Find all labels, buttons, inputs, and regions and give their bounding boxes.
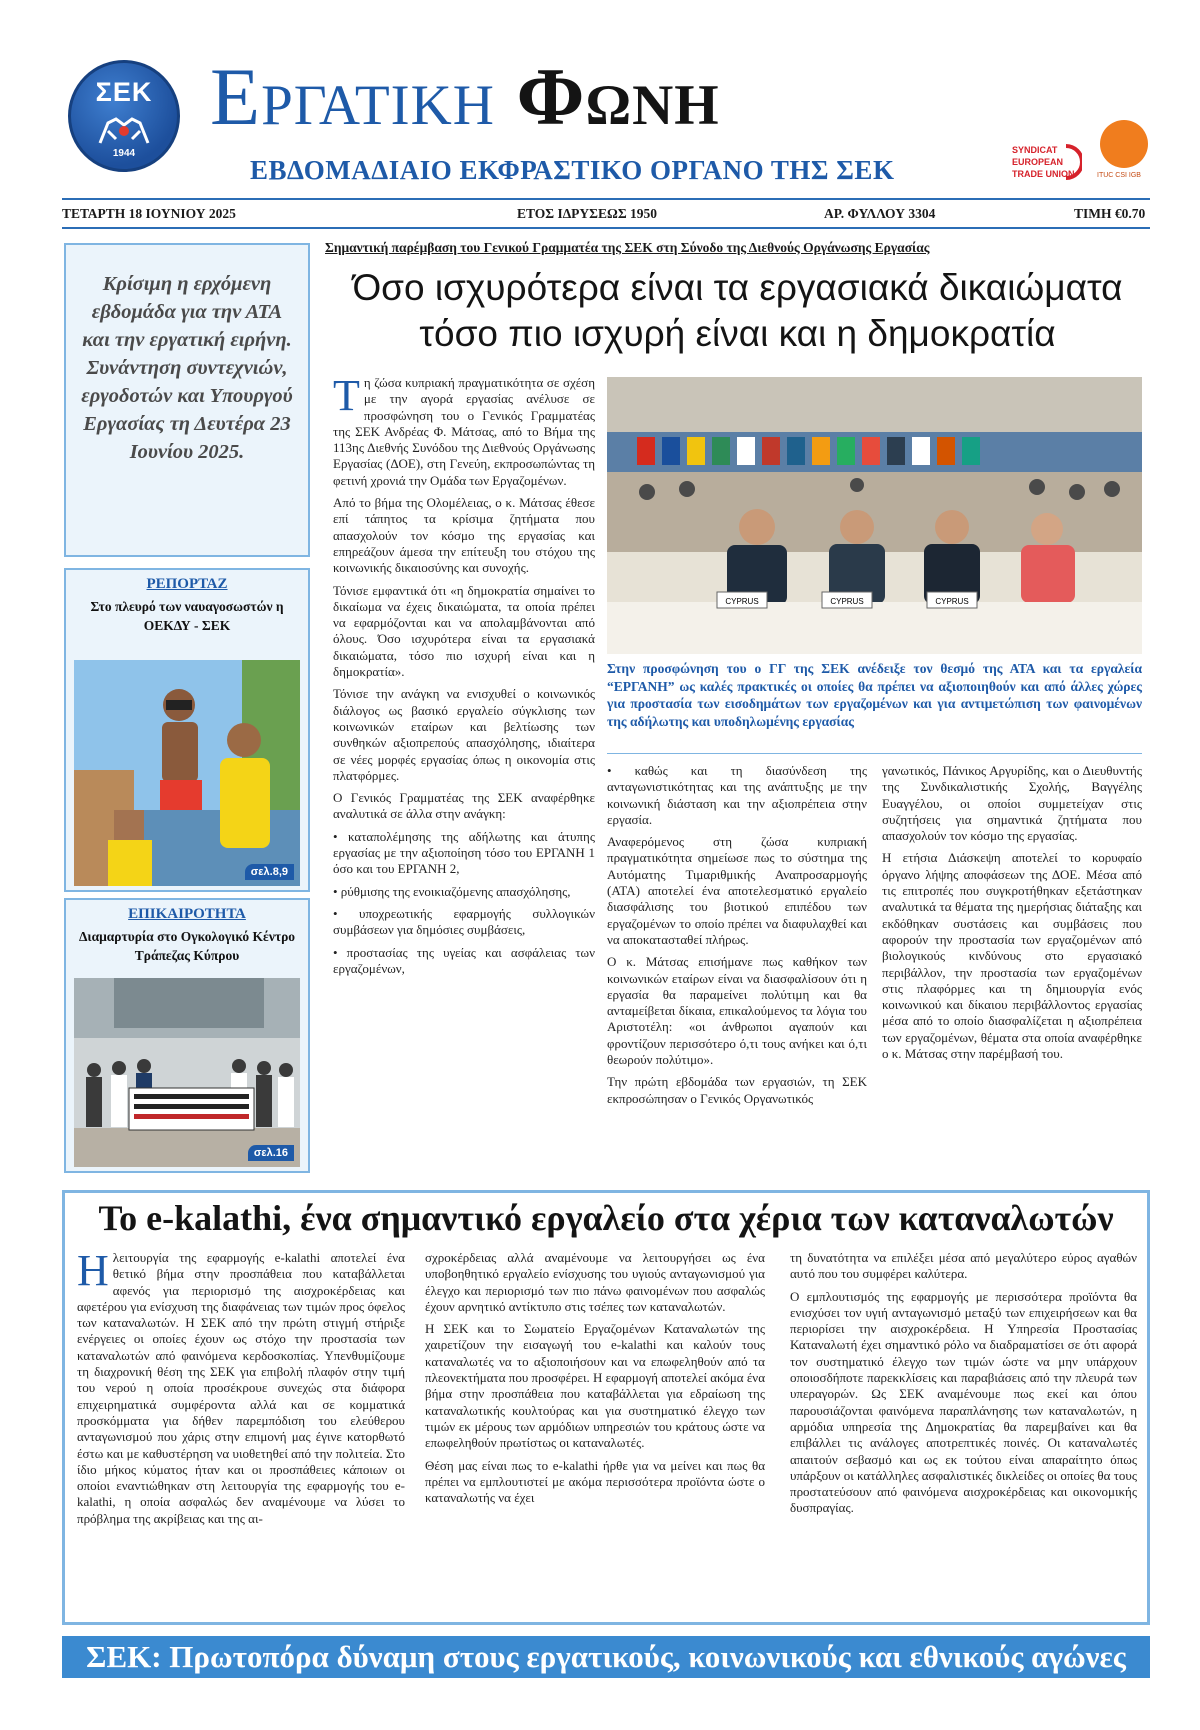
paragraph: λειτουργία της εφαρμογής e-kalathi αποτελεί ένα θετικό βήμα στην προσπάθεια που καταβάλλεται αφενός για περιορισμό της αισχροκέρδειας και αφετέρου για ενίσχυση της διαφάνειας των τιμών προς όφελος των καταναλωτών. Η ΣΕΚ από την πρώτη στιγμή στήριξε ενέργειες οι οποίες έχουν ως στόχο την προστασία των καταναλωτών από φαινόμενα κερδοσκοπίας. Υπενθυμίζουμε τη διαχρονική θέση της ΣΕΚ για επιβολή πλαφόν στην τιμή του νερού η οποία προσέκρουε συνεχώς στα διάφορα επιχειρηματικά συμφέροντα αλλά και σε κομματικά προσκόμματα για δήθεν παρεμπόδιση του ελεύθερου ανταγωνισμού που χάρις στην επιμονή μας έγινε κατορθωτό έστω και με καθυστέρηση να υιοθετηθεί από την πολιτεία. Στο ίδιο μήκος κύματος ήταν και οι προσπάθειες κάποιων οι οποίοι εναντιώθηκαν στη λειτουργία της εφαρμογής του e-kalathi, η οποία ασφαλώς δεν αναμένουμε να λύσει το πρόβλημα της ακρίβειας και της αι-: [77, 1250, 405, 1526]
bullet-item: • προστασίας της υγείας και ασφάλειας των εργαζομένων,: [333, 944, 595, 976]
issue-price: ΤΙΜΗ €0.70: [1074, 206, 1146, 221]
current-page-ref: σελ.16: [248, 1145, 294, 1161]
bottom-article-col-1: [77, 1250, 405, 1618]
paragraph: Την πρώτη εβδομάδα των εργασιών, τη ΣΕΚ εκπροσώπησαν ο Γενικός Οργανωτικός: [607, 1074, 867, 1106]
report-page-ref: σελ.8,9: [245, 864, 294, 880]
photo-caption: Στην προσφώνηση του ο ΓΓ της ΣΕΚ ανέδειξε τον θεσμό της ΑΤΑ και τα εργαλεία “ΕΡΓΑΝΗ” ως καλές πρακτικές οι οποίες θα πρέπει να αξιοποιηθούν και από άλλες χώρες για προστασία των εισοδημάτων των εργαζομένων και για αντιμετώπιση των φαινομένων της αδήλωτης και υποδηλωμένης εργασίας: [607, 661, 1142, 729]
etuc-line-3: TRADE UNION: [1012, 169, 1075, 179]
footer-slogan: ΣΕΚ: Πρωτοπόρα δύναμη στους εργατικούς, κοινωνικούς και εθνικούς αγώνες: [62, 1636, 1150, 1678]
ituc-logo-text: ITUC CSI IGB: [1097, 172, 1141, 179]
nameplate: CYPRUS: [830, 597, 864, 606]
top-rule: [62, 198, 1150, 200]
bullet-item: • υποχρεωτικής εφαρμογής συλλογικών συμβάσεων για δημόσιες συμβάσεις,: [333, 905, 595, 938]
paragraph: Θέση μας είναι πως το e-kalathi ήρθε για να μείνει και πως θα πρέπει να εμπλουτιστεί με ακόμα περισσότερα προϊόντα ώστε ο καταναλωτής να έχει: [425, 1457, 765, 1506]
paragraph: Η ετήσια Διάσκεψη αποτελεί το κορυφαίο όργανο λήψης αποφάσεων της ΔΟΕ. Μέσα από τις επιτροπές που συγκροτήθηκαν εξετάστηκαν αναλυτικά τα θέματα της ημερήσιας διάταξης και εκδόθηκαν συστάσεις και συμβάσεις που αφορούν την προστασία των εργαζομένων από βιολογικούς κινδύνους στο εργασιακό περιβάλλον, την προστασία των εργαζομένων στις πλαφόρμες και τη δημιουργία ενός κοινωνικού και δίκαιου περιβάλλοντος εργασίας μέσα από το οποίο διασφαλίζεται η αξιοπρέπεια των εργαζομένων, θέματα στα οποία αναφέρθηκε ο κ. Μάτσας στην παρέμβασή του.: [882, 850, 1142, 1062]
paragraph: γανωτικός, Πάνικος Αργυρίδης, και ο Διευθυντής της Συνδικαλιστικής Σχολής, Βαγγέλης Ευαγγέλου, οι οποίοι συμμετείχαν στις συζητήσεις για σημαντικά ζητήματα που απασχολούν τον κόσμο της εργασίας.: [882, 763, 1142, 844]
drop-cap: Η: [77, 1250, 109, 1295]
paragraph: Ο Γενικός Γραμματέας της ΣΕΚ αναφέρθηκε αναλυτικά σε άλλα στην ανάγκη:: [333, 790, 595, 822]
headline-line-1: Όσο ισχυρότερα είναι τα εργασιακά δικαιώματα: [352, 267, 1123, 308]
logo-year: 1944: [112, 148, 136, 159]
handshake-icon: [94, 109, 154, 149]
main-article-kicker: Σημαντική παρέμβαση του Γενικού Γραμματέα της ΣΕΚ στη Σύνοδο της Διεθνούς Οργάνωσης Εργασίας: [325, 240, 930, 255]
protest-photo: [74, 978, 300, 1167]
current-affairs-teaser[interactable]: [64, 898, 310, 1173]
bottom-article-headline: Το e-kalathi, ένα σημαντικό εργαλείο στα χέρια των καταναλωτών: [98, 1198, 1114, 1238]
newspaper-title: [210, 52, 1010, 142]
lifeguard-photo: [74, 660, 300, 886]
current-headline: Διαμαρτυρία στο Ογκολογικό Κέντρο Τράπεζας Κύπρου: [78, 929, 296, 963]
report-kicker: ΡΕΠΟΡΤΑΖ: [146, 576, 228, 592]
ituc-logo: [1100, 120, 1148, 168]
info-rule: [62, 227, 1150, 229]
etuc-logo: [1010, 140, 1082, 184]
report-headline: Στο πλευρό των ναυαγοσωστών η ΟΕΚΔΥ - ΣΕΚ: [90, 599, 284, 633]
bullet-item: • καθώς και τη διασύνδεση της ανταγωνιστικότητας και της ανάπτυξης με την κοινωνική διάσταση και την αξιοπρέπεια στην εργασία.: [607, 763, 867, 827]
logo-text: ΣΕΚ: [95, 77, 153, 107]
paragraph: η ζώσα κυπριακή πραγματικότητα σε σχέση με την αγορά εργασίας ανέλυσε σε προσφώνηση του ο Γενικός Γραμματέας της ΣΕΚ Ανδρέας Φ. Μάτσας, από το Βήμα της 113ης Διεθνής Συνόδου της Διεθνούς Οργάνωσης Εργασίας (ΔΟΕ), στη Γενεύη, εκπροσωπώντας τη φετινή χρονιά την Ομάδα των Εργαζομένων.: [333, 375, 595, 488]
ilo-conference-photo: [607, 377, 1142, 654]
drop-cap: Τ: [333, 375, 360, 420]
issue-number: ΑΡ. ΦΥΛΛΟΥ 3304: [824, 206, 936, 221]
promo-text: Κρίσιμη η ερχόμενη εβδομάδα για την ΑΤΑ και την εργατική ειρήνη. Συνάντηση συντεχνιών, εργοδοτών και Υπουργού Εργασίας τη Δευτέρα 23 Ιουνίου 2025.: [81, 273, 293, 463]
nameplate: CYPRUS: [935, 597, 969, 606]
bullet-item: • καταπολέμησης της αδήλωτης και άτυπης εργασίας με την αξιοποίηση τόσο του ΕΡΓΑΝΗ 1 όσο και του ΕΡΓΑΝΗ 2,: [333, 828, 595, 877]
paragraph: τη δυνατότητα να επιλέξει μέσα από μεγαλύτερο εύρος αγαθών αυτό που του συμφέρει καλύτερα.: [790, 1250, 1137, 1282]
bottom-article-col-2: [425, 1250, 765, 1618]
main-article-headline: [325, 265, 1150, 357]
main-article-col-1: [333, 375, 595, 1180]
etuc-line-2: EUROPEAN: [1012, 157, 1064, 167]
newspaper-subtitle: ΕΒΔΟΜΑΔΙΑΙΟ ΕΚΦΡΑΣΤΙΚΟ ΟΡΓΑΝΟ ΤΗΣ ΣΕΚ: [250, 155, 895, 185]
promo-box: [64, 243, 310, 557]
issue-info-bar: [62, 203, 1150, 225]
paragraph: Από το βήμα της Ολομέλειας, ο κ. Μάτσας έθεσε επί τάπητος τα κρίσιμα ζητήματα που απασχολούν τον κόσμο της εργασίας και επηρεάζουν άμεσα την επίτευξη του στόχου της κοινωνικής δικαιοσύνης και συνοχής.: [333, 495, 595, 576]
headline-line-2: τόσο πιο ισχυρή είναι και η δημοκρατία: [419, 313, 1056, 354]
bullet-item: • ρύθμισης της ενοικιαζόμενης απασχόλησης,: [333, 883, 571, 899]
sek-logo: [68, 60, 180, 172]
founded-year: ΕΤΟΣ ΙΔΡΥΣΕΩΣ 1950: [517, 206, 658, 221]
main-article-col-3: [882, 763, 1142, 1180]
etuc-line-1: SYNDICAT: [1012, 145, 1058, 155]
paragraph: Η ΣΕΚ και το Σωματείο Εργαζομένων Καταναλωτών της χαιρετίζουν την εισαγωγή του e-kalathi και καλούν τους καταναλωτές να το αξιοποιήσουν και να επωφεληθούν από τα πλεονεκτήματα που προσφέρει. Η εφαρμογή αποτελεί ακόμα ένα βήμα στην προσπάθεια που καταβάλλεται για εδραίωση της καταναλωτικής κουλτούρας και για συστηματικό έλεγχο των τιμών εκ μέρους των αρμόδιων υπηρεσιών του κράτους ώστε να επωφεληθούν πρωτίστως οι καταναλωτές.: [425, 1321, 765, 1451]
paragraph: σχροκέρδειας αλλά αναμένουμε να λειτουργήσει ως ένα υποβοηθητικό εργαλείο ενίσχυσης του υγιούς ανταγωνισμού για έλεγχο και περιορισμό των πιο πάνω φαινομένων που ασφαλώς έχουν αρνητικό αντίκτυπο στις τσέπες των καταναλωτών.: [425, 1250, 765, 1314]
nameplate: CYPRUS: [725, 597, 759, 606]
paragraph: Τόνισε εμφαντικά ότι «η δημοκρατία σημαίνει το δικαίωμα να έχεις δικαιώματα, τα οποία πρέπει να εφαρμόζονται και να απολαμβάνονται από όλους. Όσο ισχυρότερα είναι τα εργασιακά δικαιώματα, τόσο πιο ισχυρή είναι και η δημοκρατία».: [333, 582, 595, 680]
paragraph: Ο κ. Μάτσας επισήμανε πως καθήκον των κοινωνικών εταίρων είναι να διασφαλίσουν ότι η εργασία θα παραμείνει πολύτιμη και θα ανταμείβεται δίκαια, επικαλούμενος τα λόγια του Αριστοτέλη: «οι άνθρωποι αγαπούν και φροντίζουν περισσότερο ό,τι τους ανήκει και ό,τι θεωρούν πολύτιμο».: [607, 954, 867, 1068]
report-teaser[interactable]: [64, 568, 310, 892]
title-word-1: Εργατικη: [210, 51, 495, 142]
title-word-2: Φωνη: [516, 51, 720, 142]
main-article-col-2: [607, 763, 867, 1180]
issue-date: ΤΕΤΑΡΤΗ 18 ΙΟΥΝΙΟΥ 2025: [62, 206, 236, 221]
paragraph: Αναφερόμενος στη ζώσα κυπριακή πραγματικότητα σημείωσε πως το σύστημα της Αυτόματης Τιμαριθμικής Αναπροσαρμογής (ΑΤΑ) αποτελεί ένα αποτελεσματικό εργαλείο διασφάλισης του βιοτικού επιπέδου των εργαζομένων το οποίο πρέπει να διαφυλαχθεί και να αποκατασταθεί πλήρως.: [607, 834, 867, 947]
bottom-article-col-3: [790, 1250, 1137, 1618]
caption-rule: [607, 753, 1142, 754]
current-kicker: ΕΠΙΚΑΙΡΟΤΗΤΑ: [128, 906, 246, 922]
paragraph: Τόνισε την ανάγκη να ενισχυθεί ο κοινωνικός διάλογος ως βασικό εργαλείο σύγκλισης των κοινωνικών εταίρων και βελτίωσης των συνθηκών αξιοπρεπούς απασχόλησης, ιδιαίτερα σε νέες μορφές εργασίας όπως η οικονομία στις πλατφόρμες.: [333, 686, 595, 783]
paragraph: Ο εμπλουτισμός της εφαρμογής με περισσότερα προϊόντα θα ενισχύσει τον υγιή ανταγωνισμό μεταξύ των επιχειρήσεων και θα περιορίσει την αισχροκέρδεια. Η Υπηρεσία Προστασίας Καταναλωτή έχει σημαντικό ρόλο να διαδραματίσει σε ότι αφορά τον συστηματικό έλεγχο των τιμών ώστε να μην υπάρχουν οποιοσδήποτε παρεκκλίσεις και παραβιάσεις από την πλευρά των υπεραγορών. Ως ΣΕΚ αναμένουμε πως εκεί και όπου παρουσιάζονται φαινόμενα παραπλάνησης των καταναλωτών, η αρμόδια υπηρεσία της Δημοκρατίας θα παρεμβαίνει και θα επιβάλλει τις ανάλογες αποτρεπτικές ποινές. Οι καταναλωτές απαιτούν σεβασμό και ως εκ τούτου είναι απαραίτητο όπως υπάρξουν οι κατάλληλες ασφαλιστικές δικλείδες οι οποίες θα τους προστατεύσουν από φαινόμενα αισχροκέρδειας και οικονομικής δυσπραγίας.: [790, 1288, 1137, 1516]
